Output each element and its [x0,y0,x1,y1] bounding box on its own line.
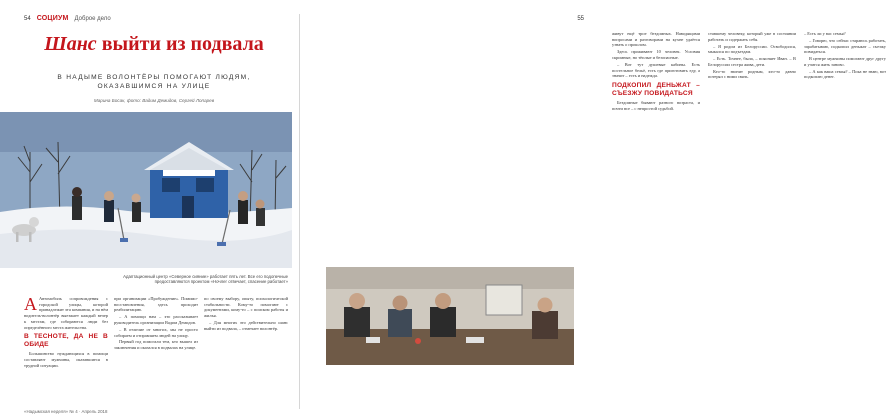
paragraph: – Есть. Точнее, была, – поясняет Иван. – В Белоруссии сестра жива, дети. [708,56,796,67]
paragraph: – Есть ли у вас семья? [804,31,846,36]
right-column-1 [612,31,700,113]
paragraph: по своему выбору, опыту, психологической стабильности. Кому-то помогают с документами, кому-то – с поиском работы и жилья. [204,296,288,319]
section-title: СОЦИУМ [36,15,69,22]
article-byline: Марина Босак, фото: Вадим Демидов, Сергей Лопарев [93,98,215,103]
left-column-1 [24,296,108,370]
paragraph: живут ещё трое бездомных. Наводящими вопросами и разговорами на кухне удаётся узнать о прошлом. [612,31,700,48]
paragraph: – Я родом из Белоруссии. Освободился, мыкался по подъездам. [708,43,796,55]
right-page [300,0,886,420]
drop-cap: А [24,294,37,314]
upper-sky [0,112,292,152]
main-photo-caption: Адаптационный центр «Северное сияние» работает пять лет. Все его подопечные предоставляются проектом «Ночлег отвечает, спасение работает» [123,274,288,285]
paragraph: – Говорю, что сейчас стараюсь работать, зарабатываю, подкопил деньжат – съезжу повидаться. [804,37,886,55]
paragraph: Первый год помогали тем, кто вышел из заключения и оказался в подвалах на улице. [114,339,198,351]
left-page-number: 54 [24,16,31,22]
winter-scene-illustration [0,112,292,268]
intro-paragraph-text: Автомобиль сопровождения с городской улицы, которой принадлежит эта компания, и на нём водитель-волонтёр выезжает каждый вечер к местам, где собираются люди без определённого места жительства. [24,296,108,330]
paragraph: – Вот тут душевые кабины. Есть постельное бельё, есть где приготовить еду, а значит – есть и надежда. [612,61,700,79]
ceiling [326,267,574,289]
paragraph: при организации «Пробуждение». Помимо-восстановления, здесь проходит реабилитацию. [114,296,198,313]
left-column-2 [114,296,198,352]
intro-paragraph [24,296,108,330]
article-title [24,32,284,56]
left-page [0,0,300,420]
right-column-3 [804,31,886,81]
window [486,285,522,315]
page-header-left [24,14,284,24]
article-title-rest: выйти из подвала [96,33,264,55]
paragraph: В центре мужчины помогают друг другу и учатся жить заново. [804,56,886,67]
subheading-2: ПОДКОПИЛ ДЕНЬЖАТ – СЪЕЗЖУ ПОВИДАТЬСЯ [612,82,700,97]
article-lead: В НАДЫМЕ ВОЛОНТЁРЫ ПОМОГАЮТ ЛЮДЯМ, ОКАЗАВШИМСЯ НА УЛИЦЕ [57,74,251,90]
paragraph: – Для многих это действительно шанс выйти из подвала, – отмечает волонтёр. [204,320,288,331]
subheading-1: В ТЕСНОТЕ, ДА НЕ В ОБИДЕ [24,333,108,349]
paragraph: – А как ваша семья? – Пока не знаю, вот подкоплю денег. [804,68,886,80]
right-page-number: 55 [577,16,584,22]
interior-photo [326,267,574,365]
paragraph: Кто-то звонит родным, кто-то давно потерял с ними связь. [708,68,796,80]
right-column-2 [708,31,796,81]
main-photo [0,112,292,268]
paragraph: Здесь проживают 10 человек. Условия скромные, но тёплые и безопасные. [612,49,700,60]
paragraph: – А помощи нам – это рассказывает руководитель организации Вадим Демидов. [114,314,198,325]
interior-scene-illustration [326,267,574,365]
section-subtitle: Доброе дело [74,16,111,22]
paragraph: Большинство нуждающихся в помощи составляют мужчины, оказавшиеся в трудной ситуации. [24,351,108,368]
paragraph: ставшему человеку, который уже в состоянии работать и содержать себя. [708,31,796,42]
paragraph: – В отличие от многих, мы не просто собираем и отправляем людей на улицу. [114,326,198,338]
article-title-accent: Шанс [44,33,97,55]
paragraph: Бездомные бывают разного возраста, и почти все – с непростой судьбой. [612,100,700,111]
page-footer: «Надымская неделя» № 4 · Апрель 2018 [24,409,108,414]
left-column-3 [204,296,288,333]
